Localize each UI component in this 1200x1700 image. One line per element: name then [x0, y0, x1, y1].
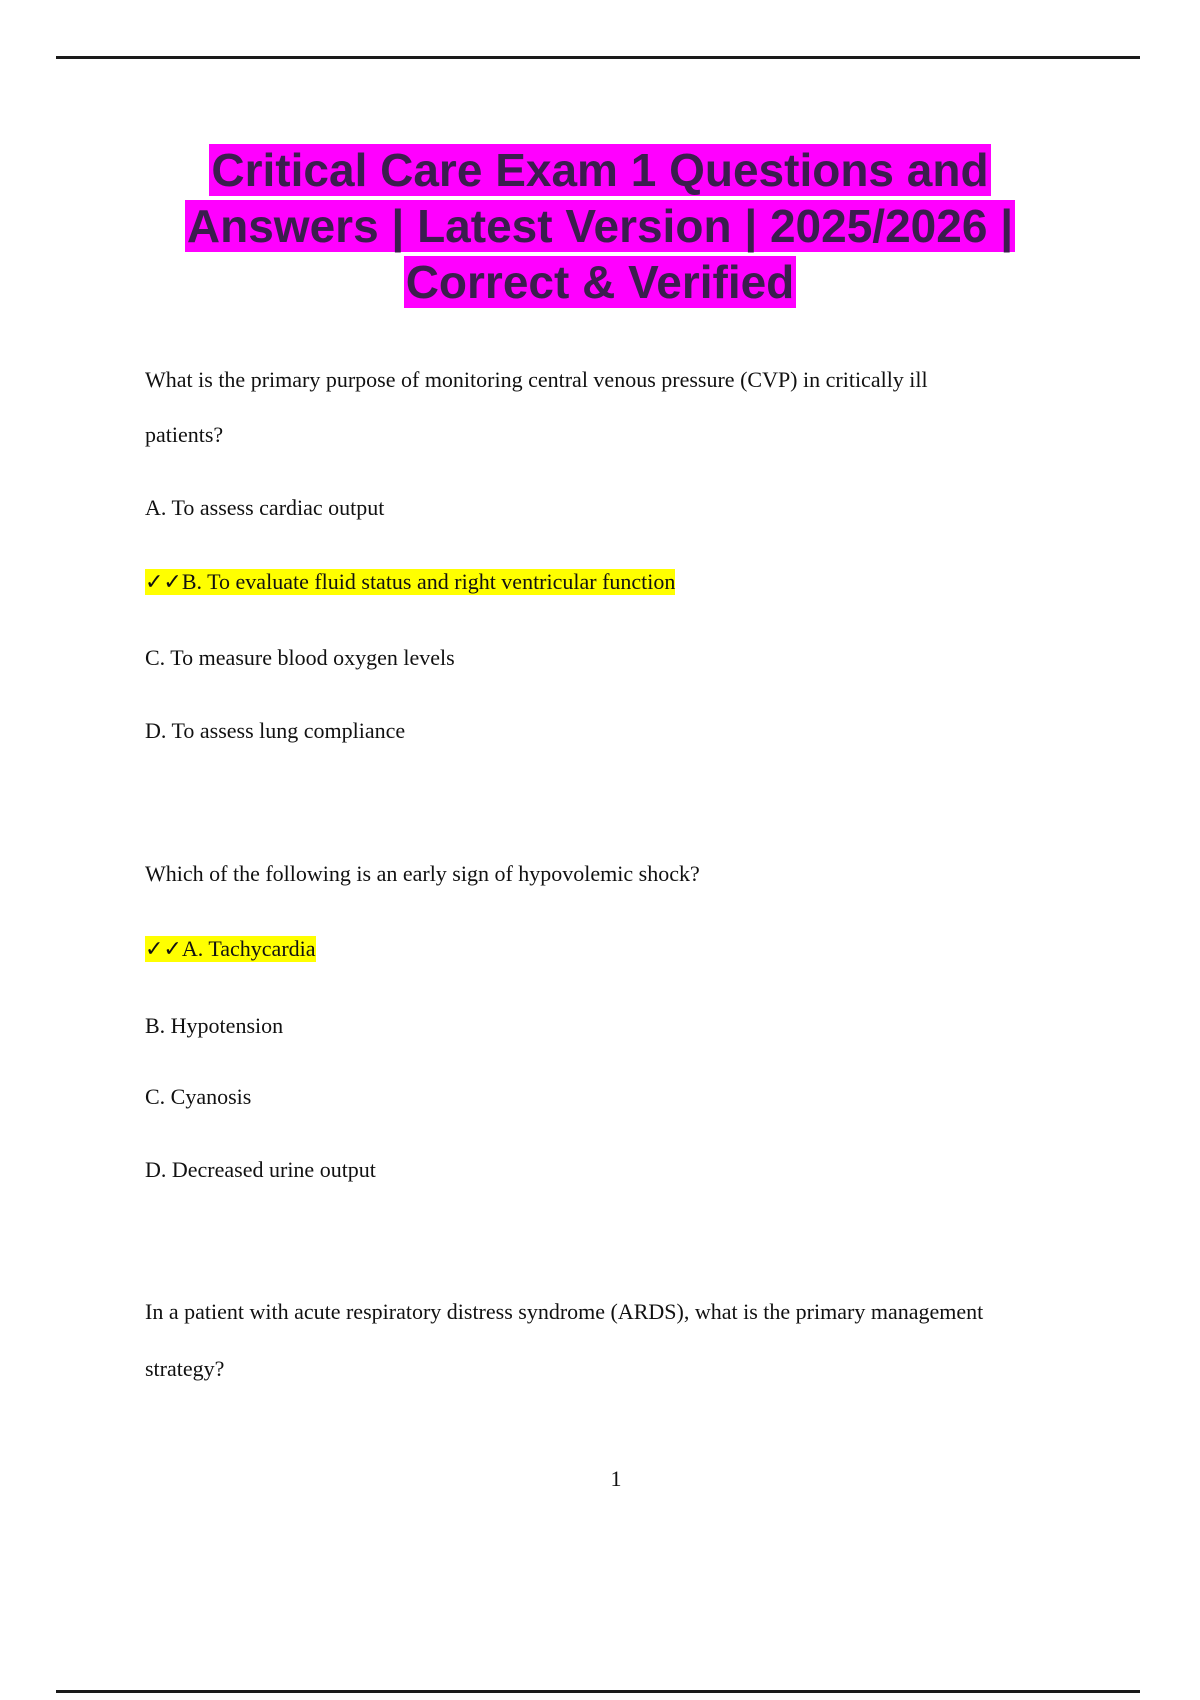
question-2-option-d: D. Decreased urine output — [145, 1157, 376, 1182]
page-number: 1 — [610, 1466, 622, 1491]
question-1-option-c: C. To measure blood oxygen levels — [145, 645, 455, 670]
title-line: Answers | Latest Version | 2025/2026 | — [186, 200, 1014, 252]
question-1-text: patients? — [145, 422, 224, 447]
title-line: Correct & Verified — [405, 256, 795, 308]
question-2-text: Which of the following is an early sign of hypovolemic shock? — [145, 861, 700, 886]
question-1-option-a: A. To assess cardiac output — [145, 495, 385, 520]
question-1-option-d: D. To assess lung compliance — [145, 718, 406, 743]
title-line: Critical Care Exam 1 Questions and — [211, 144, 989, 196]
footer-rule — [56, 1690, 1140, 1693]
question-1-option-b-correct: ✓✓B. To evaluate fluid status and right ventricular function — [145, 569, 676, 594]
question-1-text: What is the primary purpose of monitoring central venous pressure (CVP) in critically ill — [145, 367, 928, 392]
question-3-text: In a patient with acute respiratory distress syndrome (ARDS), what is the primary management — [145, 1299, 984, 1324]
question-2-option-b: B. Hypotension — [145, 1013, 284, 1038]
question-2-option-c: C. Cyanosis — [145, 1084, 252, 1109]
header-rule — [56, 56, 1140, 59]
document-title — [0, 142, 1200, 310]
question-2-option-a-correct: ✓✓A. Tachycardia — [145, 936, 316, 961]
question-3-text: strategy? — [145, 1356, 225, 1381]
